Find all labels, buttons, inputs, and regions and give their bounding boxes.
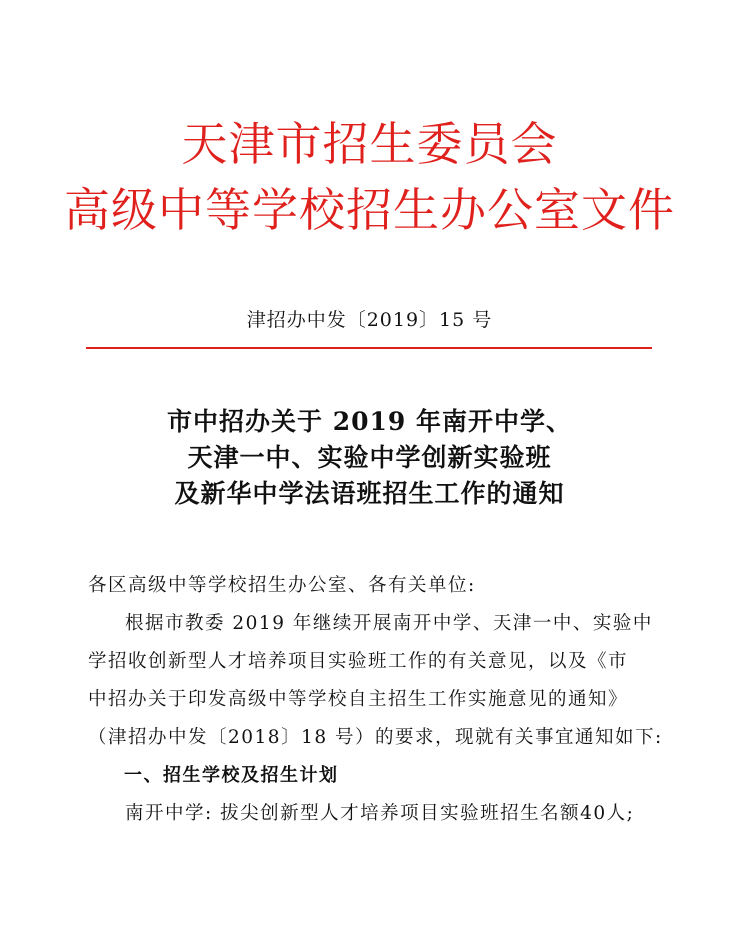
red-divider: [86, 347, 652, 349]
issuer-title-line1: 天津市招生委员会: [181, 117, 558, 171]
list-item: 南开中学: 拔尖创新型人才培养项目实验班招生名额40人;: [125, 803, 635, 824]
paragraph-line: 学招收创新型人才培养项目实验班工作的有关意见，以及《市: [88, 651, 629, 672]
notice-title: [0, 404, 739, 512]
paragraph-line: 根据市教委 2019 年继续开展南开中学、天津一中、实验中: [125, 613, 653, 634]
issuer-title-line2: 高级中等学校招生办公室文件: [64, 183, 675, 237]
document-number: 津招办中发〔2019〕15 号: [246, 309, 493, 331]
document-body: [88, 567, 664, 833]
notice-title-line3: 及新华中学法语班招生工作的通知: [174, 479, 565, 508]
section-heading: 一、招生学校及招生计划: [124, 765, 339, 786]
notice-title-line1: 市中招办关于 2019 年南开中学、: [167, 407, 572, 436]
salutation: 各区高级中等学校招生办公室、各有关单位:: [88, 575, 476, 596]
paragraph-line: 中招办关于印发高级中等学校自主招生工作实施意见的通知》: [88, 689, 629, 710]
paragraph-line: （津招办中发〔2018〕18 号）的要求，现就有关事宜通知如下:: [88, 727, 663, 748]
notice-title-line2: 天津一中、实验中学创新实验班: [187, 443, 552, 472]
